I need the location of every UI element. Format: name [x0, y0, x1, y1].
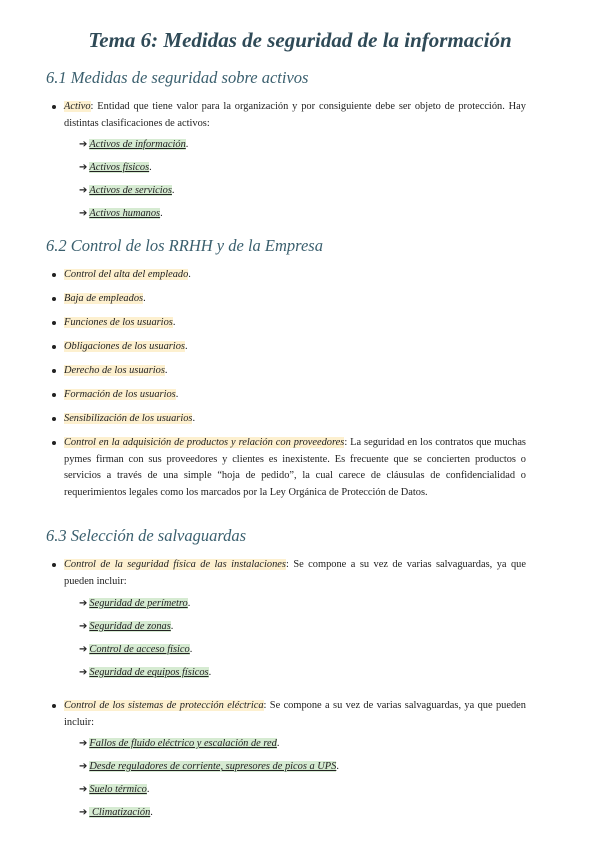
bullet-activo: [64, 99, 526, 132]
period: .: [276, 738, 280, 749]
arrow-item: [79, 782, 149, 799]
asset-activos-informacion: Activos de información: [89, 139, 186, 150]
period: .: [192, 413, 196, 424]
list-item: [64, 339, 526, 356]
bullet-dot: [52, 369, 56, 373]
section-heading-6-1: 6.1 Medidas de seguridad sobre activos: [46, 68, 309, 87]
period: .: [175, 389, 179, 400]
item-text: Baja de empleados: [64, 293, 144, 304]
period: .: [146, 784, 150, 795]
proteccion-electrica-text: : Se compone a su vez de varias salvaguardas, ya que pueden incluir:: [64, 700, 526, 728]
item-text: Funciones de los usuarios: [64, 317, 173, 328]
bullet-dot: [52, 345, 56, 349]
period: .: [149, 162, 152, 173]
list-item: [64, 267, 526, 284]
safeguard-item: Seguridad de equipos físicos: [89, 667, 209, 678]
period: .: [172, 317, 176, 328]
bullet-dot: [52, 441, 56, 445]
bullet-dot: [52, 393, 56, 397]
asset-activos-humanos: Activos humanos: [89, 208, 161, 219]
safeguard-item: Desde reguladores de corriente, supresores de picos a UPS: [89, 761, 337, 772]
period: .: [171, 185, 175, 196]
period: .: [164, 365, 168, 376]
bullet-dot: [52, 273, 56, 277]
arrow-icon: ➔: [79, 598, 88, 609]
section-heading-6-3: 6.3 Selección de salvaguardas: [46, 526, 247, 545]
arrow-icon: ➔: [79, 185, 88, 196]
page-title: Tema 6: Medidas de seguridad de la información: [88, 28, 512, 52]
safeguard-item: Climatización: [89, 807, 151, 818]
list-item: [64, 315, 526, 332]
period: .: [188, 269, 191, 280]
period: .: [187, 598, 191, 609]
arrow-item: [79, 736, 279, 753]
arrow-icon: ➔: [79, 644, 88, 655]
arrow-item: [79, 160, 152, 177]
arrow-item: [79, 596, 190, 613]
arrow-item: [79, 642, 192, 659]
period: .: [143, 293, 146, 304]
term-proveedores: Control en la adquisición de productos y relación con proveedores: [64, 437, 345, 448]
safeguard-item: Fallos de fluido eléctrico y escalación de red: [89, 738, 277, 749]
seguridad-fisica-text: : Se compone a su vez de varias salvaguardas, ya que pueden incluir:: [64, 559, 526, 587]
list-item: [64, 363, 526, 380]
term-proteccion-electrica: Control de los sistemas de protección eléctrica: [64, 700, 264, 711]
arrow-icon: ➔: [79, 761, 88, 772]
arrow-icon: ➔: [79, 807, 88, 818]
list-item: [64, 291, 526, 308]
proveedores-text: : La seguridad en los contratos que muchas pymes firman con sus proveedores y clientes es inexistente. Es frecuente que se concierten productos o servicios a través de una simple “hoja de pedido”, la cual carece de cláusulas de confidencialidad o requerimientos legales como los marcados por la Ley Orgánica de Protección de Datos.: [64, 437, 526, 498]
period: .: [184, 341, 188, 352]
activo-definition: : Entidad que tiene valor para la organización y por consiguiente debe ser objeto de protección. Hay distintas clasificaciones de activos:: [64, 101, 526, 129]
arrow-item: [79, 619, 173, 636]
period: .: [336, 761, 339, 772]
arrow-item: [79, 665, 211, 682]
arrow-icon: ➔: [79, 139, 88, 150]
bullet-seguridad-fisica: [64, 557, 526, 590]
item-text: Formación de los usuarios: [64, 389, 176, 400]
bullet-proveedores: [64, 435, 526, 501]
arrow-icon: ➔: [79, 738, 88, 749]
safeguard-item: Seguridad de perímetro: [89, 598, 188, 609]
arrow-icon: ➔: [79, 667, 88, 678]
arrow-icon: ➔: [79, 621, 88, 632]
period: .: [208, 667, 212, 678]
asset-activos-servicios: Activos de servicios: [89, 185, 172, 196]
arrow-item: [79, 805, 153, 822]
period: .: [189, 644, 193, 655]
bullet-dot: [52, 563, 56, 567]
item-text: Obligaciones de los usuarios: [64, 341, 185, 352]
item-text: Sensibilización de los usuarios: [64, 413, 193, 424]
asset-activos-fisicos: Activos físicos: [89, 162, 150, 173]
period: .: [185, 139, 189, 150]
arrow-icon: ➔: [79, 162, 88, 173]
bullet-dot: [52, 321, 56, 325]
arrow-icon: ➔: [79, 208, 88, 219]
period: .: [170, 621, 174, 632]
arrow-item: [79, 183, 175, 200]
safeguard-item: Control de acceso físico: [89, 644, 190, 655]
safeguard-item: Suelo térmico: [89, 784, 147, 795]
term-activo: Activo: [64, 101, 91, 112]
list-item: [64, 387, 526, 404]
term-seguridad-fisica: Control de la seguridad física de las instalaciones: [64, 559, 286, 570]
period: .: [150, 807, 153, 818]
safeguard-item: Seguridad de zonas: [89, 621, 171, 632]
arrow-item: [79, 759, 339, 776]
item-text: Derecho de los usuarios: [64, 365, 165, 376]
period: .: [160, 208, 163, 219]
arrow-item: [79, 206, 163, 223]
arrow-icon: ➔: [79, 784, 88, 795]
bullet-dot: [52, 704, 56, 708]
section-heading-6-2: 6.2 Control de los RRHH y de la Empresa: [46, 236, 323, 255]
list-item: [64, 411, 526, 428]
bullet-dot: [52, 417, 56, 421]
bullet-dot: [52, 105, 56, 109]
item-text: Control del alta del empleado: [64, 269, 189, 280]
bullet-proteccion-electrica: [64, 698, 526, 731]
arrow-item: [79, 137, 188, 154]
bullet-dot: [52, 297, 56, 301]
